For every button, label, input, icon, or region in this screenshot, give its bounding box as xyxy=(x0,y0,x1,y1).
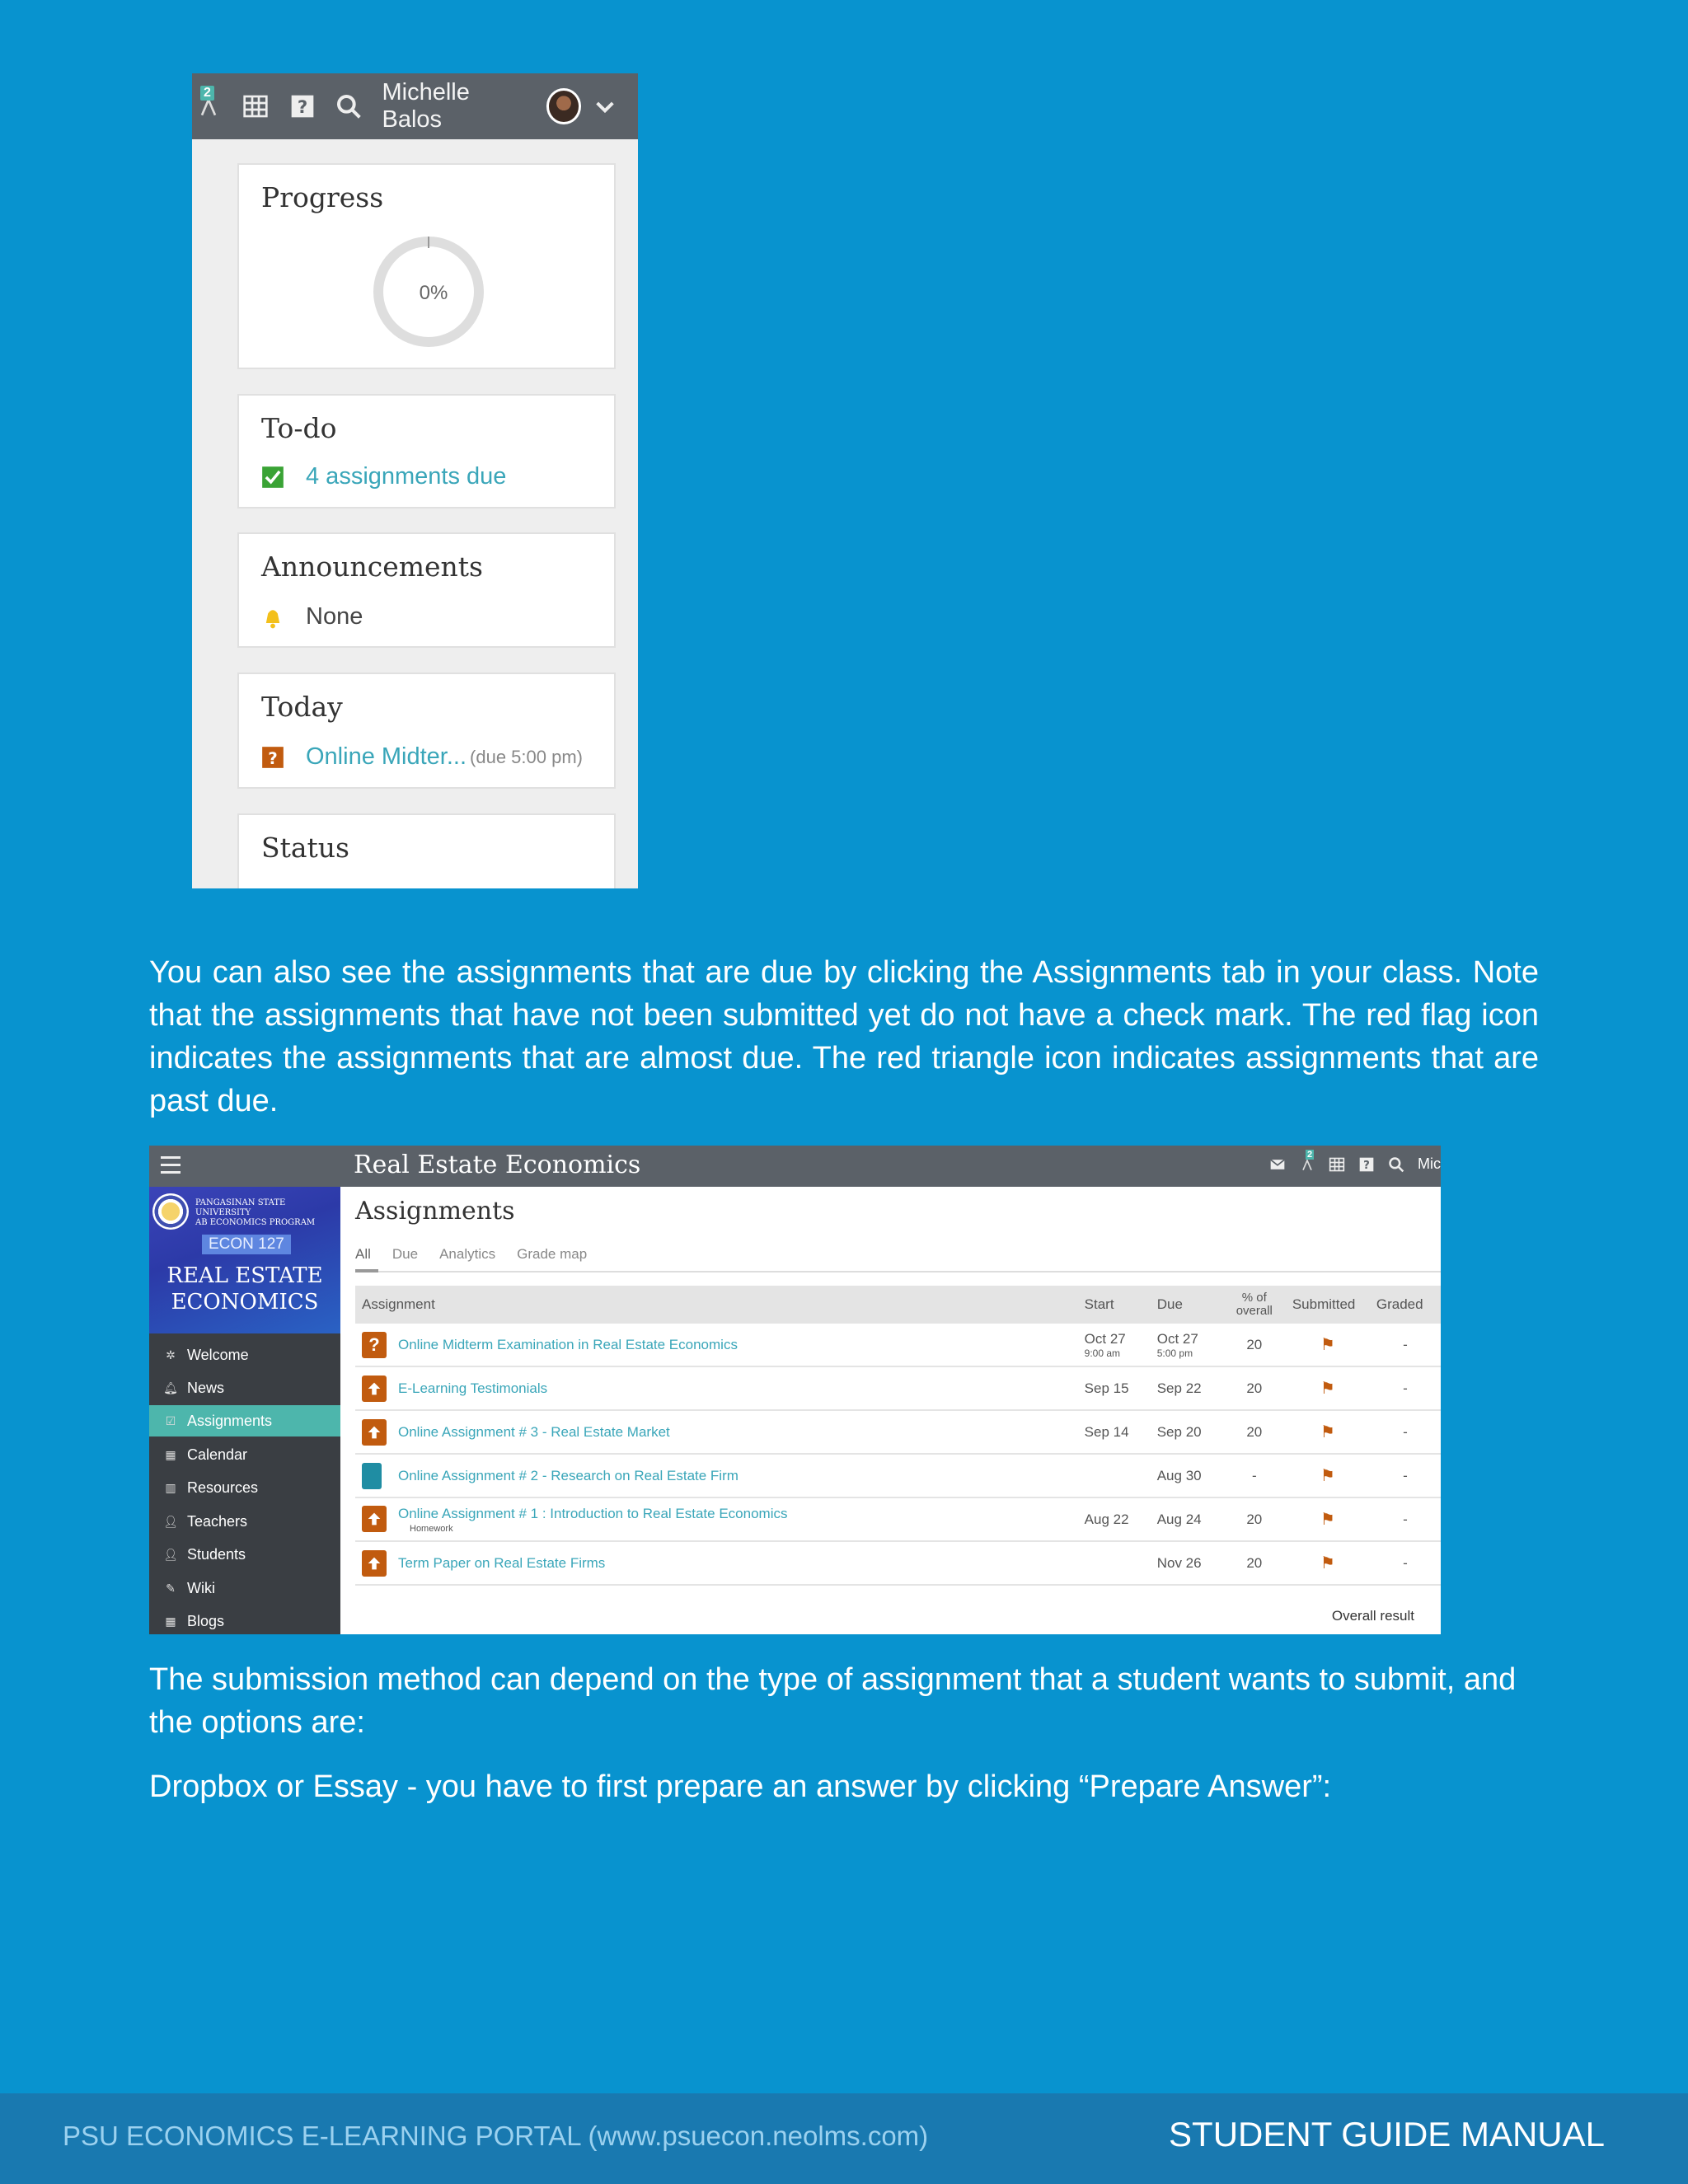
due-date: Sep 22 xyxy=(1151,1366,1223,1410)
tab-all[interactable]: All xyxy=(355,1246,371,1262)
notification-badge: 2 xyxy=(1307,1149,1313,1160)
graded-value: - xyxy=(1370,1454,1441,1497)
table-row[interactable] xyxy=(355,1454,1441,1497)
today-card xyxy=(237,673,616,789)
notifications-icon[interactable] xyxy=(195,86,223,120)
search-icon[interactable] xyxy=(1388,1156,1404,1173)
bell-icon xyxy=(261,606,284,629)
status-title: Status xyxy=(261,832,349,864)
graded-value: - xyxy=(1370,1324,1441,1366)
nav-label: Calendar xyxy=(187,1446,248,1463)
announcements-value: None xyxy=(306,603,363,630)
col-start[interactable]: Start xyxy=(1078,1286,1151,1324)
search-icon[interactable] xyxy=(335,92,363,120)
assignment-link[interactable]: Online Midterm Examination in Real Estate Economics xyxy=(398,1336,738,1352)
table-header xyxy=(355,1286,1441,1324)
nav-students[interactable] xyxy=(149,1539,340,1570)
percent-value: 20 xyxy=(1223,1366,1286,1410)
class-sidebar xyxy=(149,1187,340,1634)
start-date: Sep 15 xyxy=(1078,1366,1151,1410)
progress-title: Progress xyxy=(261,181,384,213)
nav-label: Teachers xyxy=(187,1512,248,1530)
calendar-icon: ▦ xyxy=(165,1614,176,1628)
col-assignment[interactable]: Assignment xyxy=(355,1286,1078,1324)
edit-icon: ✎ xyxy=(166,1581,176,1595)
assignment-type: Homework xyxy=(410,1523,453,1534)
class-banner xyxy=(149,1187,340,1333)
help-icon[interactable] xyxy=(1358,1156,1375,1173)
table-row[interactable] xyxy=(355,1410,1441,1454)
nav-label: News xyxy=(187,1379,225,1396)
svg-text:?: ? xyxy=(268,748,278,768)
graded-value: - xyxy=(1370,1497,1441,1541)
intro-paragraph: You can also see the assignments that are due by clicking the Assignments tab in your class. Note that the assignments that have not been submitted yet do not have a check mark. The red flag icon indicates the assignments that are almost due. The red triangle icon indicates assignments that are past due. xyxy=(149,955,1539,1118)
announcements-card xyxy=(237,532,616,648)
nav-label: Students xyxy=(187,1545,246,1563)
col-percent[interactable]: % of overall xyxy=(1223,1286,1286,1324)
nav-calendar[interactable] xyxy=(149,1439,340,1470)
today-title: Today xyxy=(261,691,343,723)
calendar-icon[interactable] xyxy=(1329,1156,1345,1173)
flag-icon: ⚑ xyxy=(1320,1467,1335,1485)
percent-value: 20 xyxy=(1223,1541,1286,1585)
calendar-icon: ▦ xyxy=(165,1447,176,1461)
assignment-link[interactable]: Online Assignment # 1 : Introduction to Real Estate Economics xyxy=(398,1505,788,1521)
active-tab-indicator xyxy=(355,1269,378,1272)
gear-icon: ✲ xyxy=(166,1347,176,1361)
check-icon: ☑ xyxy=(165,1413,176,1427)
flag-icon: ⚑ xyxy=(1320,1380,1335,1398)
upload-icon xyxy=(362,1506,387,1532)
graded-value: - xyxy=(1370,1541,1441,1585)
question-icon xyxy=(261,746,284,769)
todo-title: To-do xyxy=(261,412,337,444)
course-title-line1: REAL ESTATE xyxy=(166,1263,323,1288)
user-name[interactable]: Michelle Balos xyxy=(382,79,470,133)
person-icon: 👤︎ xyxy=(163,1547,178,1561)
calendar-icon[interactable] xyxy=(242,92,270,120)
nav-label: Welcome xyxy=(187,1346,249,1363)
nav-resources[interactable] xyxy=(149,1472,340,1503)
dropbox-paragraph: Dropbox or Essay - you have to first prepare an answer by clicking “Prepare Answer”: xyxy=(149,1769,1332,1804)
notification-badge: 2 xyxy=(200,86,214,101)
tab-due[interactable]: Due xyxy=(392,1246,419,1262)
assignment-tabs xyxy=(355,1246,608,1263)
nav-welcome[interactable] xyxy=(149,1339,340,1371)
percent-value: - xyxy=(1223,1454,1286,1497)
bell-icon: 🔔︎ xyxy=(163,1380,178,1394)
user-name[interactable]: Mic xyxy=(1418,1155,1441,1172)
tab-divider xyxy=(355,1271,1441,1272)
due-time: 5:00 pm xyxy=(1156,1347,1193,1359)
table-row[interactable] xyxy=(355,1366,1441,1410)
footer-manual-title: STUDENT GUIDE MANUAL xyxy=(1169,2115,1605,2154)
course-code: ECON 127 xyxy=(202,1235,291,1254)
nav-news[interactable] xyxy=(149,1372,340,1404)
assignments-main xyxy=(355,1187,1441,1634)
flag-icon: ⚑ xyxy=(1320,1554,1335,1572)
flag-icon: ⚑ xyxy=(1320,1336,1335,1354)
due-date: Sep 20 xyxy=(1151,1410,1223,1454)
upload-icon xyxy=(362,1550,387,1577)
upload-icon xyxy=(362,1376,387,1402)
footer-portal: PSU ECONOMICS E-LEARNING PORTAL (www.psuecon.neolms.com) xyxy=(63,2121,929,2151)
avatar[interactable] xyxy=(546,88,581,124)
percent-value: 20 xyxy=(1223,1497,1286,1541)
overall-result-link[interactable]: Overall result xyxy=(1331,1608,1414,1624)
col-graded[interactable]: Graded xyxy=(1370,1286,1441,1324)
nav-wiki[interactable] xyxy=(149,1572,340,1604)
progress-ring xyxy=(371,234,486,349)
assignment-link[interactable]: Online Assignment # 2 - Research on Real Estate Firm xyxy=(398,1467,738,1483)
assignment-link[interactable]: Online Assignment # 3 - Real Estate Market xyxy=(398,1423,670,1440)
table-row[interactable] xyxy=(355,1497,1441,1541)
menu-icon[interactable] xyxy=(161,1156,181,1176)
percent-value: 20 xyxy=(1223,1410,1286,1454)
program-name: AB ECONOMICS PROGRAM xyxy=(195,1218,316,1227)
dashboard-screenshot xyxy=(192,73,638,888)
book-icon xyxy=(362,1463,382,1489)
start-date: Aug 22 xyxy=(1078,1497,1151,1541)
svg-text:?: ? xyxy=(1363,1159,1370,1172)
percent-value: 20 xyxy=(1223,1324,1286,1366)
submission-paragraph: The submission method can depend on the type of assignment that a student wants to submit, and the options are: xyxy=(149,1662,1517,1740)
today-item-note: (due 5:00 pm) xyxy=(470,746,583,767)
todo-card xyxy=(237,394,616,509)
svg-text:?: ? xyxy=(297,97,307,118)
page-footer xyxy=(0,2093,1688,2184)
course-title-line2: ECONOMICS xyxy=(171,1290,319,1315)
table-row[interactable] xyxy=(355,1324,1441,1366)
flag-icon: ⚑ xyxy=(1320,1511,1335,1529)
graded-value: - xyxy=(1370,1366,1441,1410)
col-due[interactable]: Due xyxy=(1151,1286,1223,1324)
notifications-icon[interactable] xyxy=(1299,1149,1315,1173)
tab-analytics[interactable]: Analytics xyxy=(439,1246,496,1262)
today-item-link[interactable]: Online Midter... xyxy=(306,743,467,770)
assignments-table xyxy=(355,1286,1441,1586)
start-date xyxy=(1078,1454,1151,1497)
person-icon: 👤︎ xyxy=(163,1514,178,1528)
upload-icon xyxy=(362,1419,387,1446)
books-icon: ▥ xyxy=(165,1480,176,1494)
nav-label: Assignments xyxy=(187,1412,273,1429)
nav-label: Resources xyxy=(187,1479,259,1496)
class-top-bar xyxy=(149,1146,1441,1187)
class-title: Real Estate Economics xyxy=(354,1151,641,1179)
start-date xyxy=(1078,1541,1151,1585)
assignments-screenshot xyxy=(149,1146,1441,1634)
due-date: Aug 24 xyxy=(1151,1497,1223,1541)
start-date: Sep 14 xyxy=(1078,1410,1151,1454)
flag-icon: ⚑ xyxy=(1320,1423,1335,1441)
nav-label: Wiki xyxy=(187,1579,215,1596)
page-title: Assignments xyxy=(355,1197,515,1226)
start-date: Oct 27 xyxy=(1084,1330,1126,1347)
check-icon xyxy=(261,466,284,489)
university-name: PANGASINAN STATE UNIVERSITY xyxy=(195,1198,286,1217)
top-bar xyxy=(192,73,638,139)
progress-value: 0% xyxy=(419,282,448,304)
help-icon[interactable] xyxy=(288,92,316,120)
assignment-link[interactable]: Term Paper on Real Estate Firms xyxy=(398,1554,606,1571)
status-card xyxy=(237,813,616,888)
table-row[interactable] xyxy=(355,1541,1441,1585)
nav-teachers[interactable] xyxy=(149,1506,340,1537)
chevron-down-icon[interactable] xyxy=(591,92,618,120)
mail-icon[interactable] xyxy=(1269,1156,1286,1173)
announcements-title: Announcements xyxy=(261,551,483,583)
assignment-link[interactable]: E-Learning Testimonials xyxy=(398,1380,548,1396)
due-date: Aug 30 xyxy=(1151,1454,1223,1497)
col-submitted[interactable]: Submitted xyxy=(1286,1286,1370,1324)
graded-value: - xyxy=(1370,1410,1441,1454)
university-seal xyxy=(152,1193,189,1230)
assignments-due-link[interactable]: 4 assignments due xyxy=(306,463,507,490)
tab-grade-map[interactable]: Grade map xyxy=(517,1246,588,1262)
question-icon: ? xyxy=(362,1332,387,1358)
nav-label: Blogs xyxy=(187,1612,225,1629)
due-date: Oct 27 xyxy=(1156,1330,1198,1347)
start-time: 9:00 am xyxy=(1084,1347,1121,1359)
due-date: Nov 26 xyxy=(1151,1541,1223,1585)
nav-assignments[interactable] xyxy=(149,1405,340,1436)
nav-blogs[interactable] xyxy=(149,1605,340,1634)
progress-card xyxy=(237,163,616,369)
